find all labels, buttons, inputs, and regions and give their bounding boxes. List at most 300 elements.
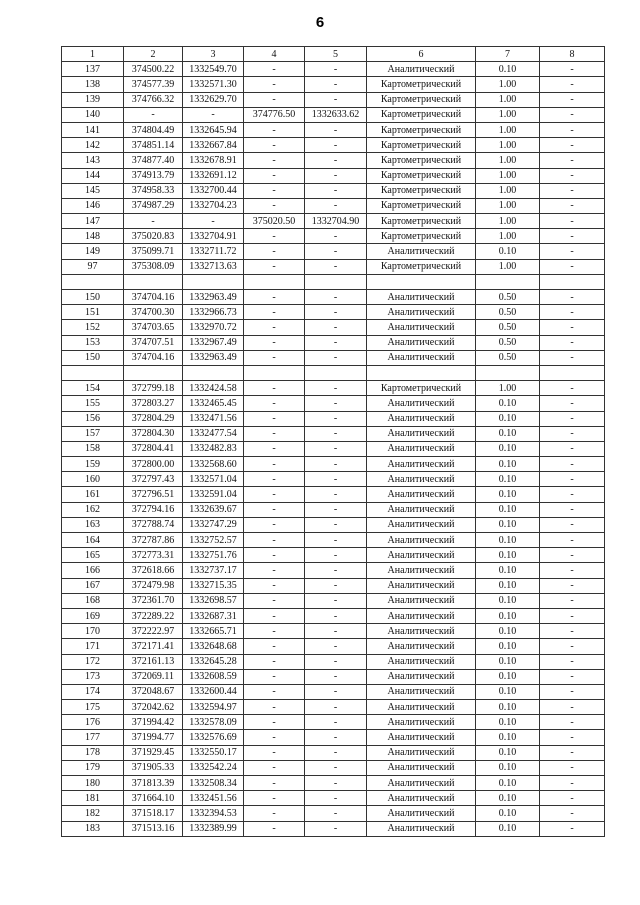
x-coordinate-cell: 374577.39 xyxy=(124,77,183,92)
point-number-cell: 97 xyxy=(62,259,124,274)
y-new-coordinate-cell: - xyxy=(305,715,367,730)
x-new-coordinate-cell: - xyxy=(244,821,305,836)
x-new-coordinate-cell: - xyxy=(244,487,305,502)
y-coordinate-cell: 1332629.70 xyxy=(183,92,244,107)
method-cell: Аналитический xyxy=(367,411,476,426)
y-coordinate-cell: 1332963.49 xyxy=(183,350,244,365)
accuracy-cell: 0.10 xyxy=(476,654,540,669)
point-number-cell: 163 xyxy=(62,517,124,532)
accuracy-cell: 0.10 xyxy=(476,700,540,715)
table-row xyxy=(62,578,605,593)
note-cell: - xyxy=(540,411,605,426)
y-new-coordinate-cell: - xyxy=(305,198,367,213)
empty-cell xyxy=(476,274,540,289)
y-new-coordinate-cell: - xyxy=(305,654,367,669)
x-coordinate-cell: 372069.11 xyxy=(124,669,183,684)
x-new-coordinate-cell: - xyxy=(244,533,305,548)
empty-cell xyxy=(124,365,183,380)
table-row xyxy=(62,517,605,532)
accuracy-cell: 1.00 xyxy=(476,138,540,153)
x-coordinate-cell: 371513.16 xyxy=(124,821,183,836)
note-cell: - xyxy=(540,320,605,335)
table-row xyxy=(62,441,605,456)
y-coordinate-cell: 1332477.54 xyxy=(183,426,244,441)
y-coordinate-cell: 1332963.49 xyxy=(183,290,244,305)
point-number-cell: 168 xyxy=(62,593,124,608)
x-coordinate-cell: 374987.29 xyxy=(124,198,183,213)
y-coordinate-cell: 1332747.29 xyxy=(183,517,244,532)
point-number-cell: 178 xyxy=(62,745,124,760)
table-row xyxy=(62,122,605,137)
x-coordinate-cell: 371994.42 xyxy=(124,715,183,730)
y-new-coordinate-cell: - xyxy=(305,183,367,198)
x-new-coordinate-cell: - xyxy=(244,411,305,426)
x-coordinate-cell: 374700.30 xyxy=(124,305,183,320)
y-coordinate-cell: 1332451.56 xyxy=(183,791,244,806)
y-new-coordinate-cell: - xyxy=(305,700,367,715)
note-cell: - xyxy=(540,593,605,608)
x-new-coordinate-cell: - xyxy=(244,457,305,472)
x-coordinate-cell: 372618.66 xyxy=(124,563,183,578)
x-new-coordinate-cell: - xyxy=(244,776,305,791)
point-number-cell: 148 xyxy=(62,229,124,244)
y-coordinate-cell: 1332578.09 xyxy=(183,715,244,730)
page-number: 6 xyxy=(315,14,325,31)
y-coordinate-cell: 1332389.99 xyxy=(183,821,244,836)
note-cell: - xyxy=(540,183,605,198)
y-coordinate-cell: 1332751.76 xyxy=(183,548,244,563)
y-new-coordinate-cell: - xyxy=(305,624,367,639)
method-cell: Аналитический xyxy=(367,669,476,684)
table-row xyxy=(62,472,605,487)
method-cell: Аналитический xyxy=(367,62,476,77)
y-coordinate-cell: 1332645.28 xyxy=(183,654,244,669)
x-coordinate-cell: 372804.41 xyxy=(124,441,183,456)
note-cell: - xyxy=(540,198,605,213)
table-row xyxy=(62,684,605,699)
note-cell: - xyxy=(540,533,605,548)
x-new-coordinate-cell: - xyxy=(244,62,305,77)
x-coordinate-cell: 372161.13 xyxy=(124,654,183,669)
empty-cell xyxy=(244,274,305,289)
table-row xyxy=(62,806,605,821)
accuracy-cell: 0.10 xyxy=(476,578,540,593)
method-cell: Аналитический xyxy=(367,791,476,806)
note-cell: - xyxy=(540,715,605,730)
x-new-coordinate-cell: - xyxy=(244,548,305,563)
x-new-coordinate-cell: 374776.50 xyxy=(244,107,305,122)
table-row xyxy=(62,350,605,365)
y-new-coordinate-cell: - xyxy=(305,806,367,821)
note-cell: - xyxy=(540,639,605,654)
x-new-coordinate-cell: - xyxy=(244,92,305,107)
y-new-coordinate-cell: - xyxy=(305,138,367,153)
method-cell: Аналитический xyxy=(367,533,476,548)
x-coordinate-cell: 372794.16 xyxy=(124,502,183,517)
method-cell: Аналитический xyxy=(367,457,476,472)
method-cell: Аналитический xyxy=(367,244,476,259)
x-new-coordinate-cell: - xyxy=(244,578,305,593)
x-coordinate-cell: 374707.51 xyxy=(124,335,183,350)
accuracy-cell: 0.50 xyxy=(476,350,540,365)
x-new-coordinate-cell: - xyxy=(244,791,305,806)
point-number-cell: 147 xyxy=(62,214,124,229)
x-coordinate-cell: 375099.71 xyxy=(124,244,183,259)
x-coordinate-cell: 371664.10 xyxy=(124,791,183,806)
y-coordinate-cell: 1332482.83 xyxy=(183,441,244,456)
y-new-coordinate-cell: - xyxy=(305,487,367,502)
y-new-coordinate-cell: - xyxy=(305,411,367,426)
empty-cell xyxy=(62,274,124,289)
accuracy-cell: 1.00 xyxy=(476,214,540,229)
point-number-cell: 165 xyxy=(62,548,124,563)
note-cell: - xyxy=(540,563,605,578)
note-cell: - xyxy=(540,107,605,122)
table-row xyxy=(62,776,605,791)
method-cell: Картометрический xyxy=(367,168,476,183)
accuracy-cell: 1.00 xyxy=(476,107,540,122)
method-cell: Аналитический xyxy=(367,730,476,745)
y-new-coordinate-cell: - xyxy=(305,684,367,699)
point-number-cell: 179 xyxy=(62,760,124,775)
y-coordinate-cell: 1332665.71 xyxy=(183,624,244,639)
note-cell: - xyxy=(540,472,605,487)
note-cell: - xyxy=(540,517,605,532)
point-number-cell: 150 xyxy=(62,350,124,365)
x-coordinate-cell: 374804.49 xyxy=(124,122,183,137)
note-cell: - xyxy=(540,776,605,791)
accuracy-cell: 0.10 xyxy=(476,472,540,487)
point-number-cell: 176 xyxy=(62,715,124,730)
x-coordinate-cell: 372222.97 xyxy=(124,624,183,639)
y-coordinate-cell: 1332576.69 xyxy=(183,730,244,745)
y-new-coordinate-cell: - xyxy=(305,244,367,259)
x-new-coordinate-cell: - xyxy=(244,745,305,760)
note-cell: - xyxy=(540,700,605,715)
method-cell: Аналитический xyxy=(367,548,476,563)
accuracy-cell: 0.50 xyxy=(476,320,540,335)
accuracy-cell: 1.00 xyxy=(476,77,540,92)
note-cell: - xyxy=(540,153,605,168)
method-cell: Картометрический xyxy=(367,92,476,107)
table-row xyxy=(62,259,605,274)
note-cell: - xyxy=(540,608,605,623)
table-row xyxy=(62,214,605,229)
method-cell: Аналитический xyxy=(367,608,476,623)
y-coordinate-cell: 1332508.34 xyxy=(183,776,244,791)
note-cell: - xyxy=(540,730,605,745)
accuracy-cell: 0.10 xyxy=(476,776,540,791)
y-new-coordinate-cell: - xyxy=(305,335,367,350)
y-new-coordinate-cell: - xyxy=(305,320,367,335)
accuracy-cell: 0.10 xyxy=(476,821,540,836)
y-new-coordinate-cell: - xyxy=(305,92,367,107)
accuracy-cell: 1.00 xyxy=(476,381,540,396)
point-number-cell: 142 xyxy=(62,138,124,153)
point-number-cell: 180 xyxy=(62,776,124,791)
note-cell: - xyxy=(540,381,605,396)
empty-cell xyxy=(124,274,183,289)
method-cell: Аналитический xyxy=(367,806,476,821)
point-number-cell: 140 xyxy=(62,107,124,122)
x-new-coordinate-cell: - xyxy=(244,760,305,775)
accuracy-cell: 0.10 xyxy=(476,730,540,745)
table-row xyxy=(62,62,605,77)
accuracy-cell: 0.10 xyxy=(476,563,540,578)
y-new-coordinate-cell: - xyxy=(305,381,367,396)
table-row xyxy=(62,730,605,745)
point-number-cell: 143 xyxy=(62,153,124,168)
method-cell: Картометрический xyxy=(367,229,476,244)
method-cell: Аналитический xyxy=(367,472,476,487)
y-coordinate-cell: 1332549.70 xyxy=(183,62,244,77)
x-new-coordinate-cell: - xyxy=(244,198,305,213)
y-coordinate-cell: 1332645.94 xyxy=(183,122,244,137)
note-cell: - xyxy=(540,290,605,305)
table-row xyxy=(62,229,605,244)
y-new-coordinate-cell: - xyxy=(305,153,367,168)
accuracy-cell: 1.00 xyxy=(476,153,540,168)
note-cell: - xyxy=(540,654,605,669)
accuracy-cell: 0.50 xyxy=(476,335,540,350)
x-new-coordinate-cell: - xyxy=(244,77,305,92)
table-row xyxy=(62,290,605,305)
point-number-cell: 167 xyxy=(62,578,124,593)
table-row xyxy=(62,457,605,472)
x-new-coordinate-cell: - xyxy=(244,138,305,153)
note-cell: - xyxy=(540,92,605,107)
y-coordinate-cell: 1332687.31 xyxy=(183,608,244,623)
point-number-cell: 175 xyxy=(62,700,124,715)
header-row xyxy=(62,47,605,62)
table-row xyxy=(62,335,605,350)
method-cell: Аналитический xyxy=(367,684,476,699)
point-number-cell: 157 xyxy=(62,426,124,441)
y-coordinate-cell: 1332568.60 xyxy=(183,457,244,472)
accuracy-cell: 1.00 xyxy=(476,168,540,183)
y-coordinate-cell: 1332571.04 xyxy=(183,472,244,487)
table-row xyxy=(62,244,605,259)
point-number-cell: 146 xyxy=(62,198,124,213)
accuracy-cell: 0.10 xyxy=(476,684,540,699)
method-cell: Аналитический xyxy=(367,350,476,365)
y-new-coordinate-cell: 1332704.90 xyxy=(305,214,367,229)
y-new-coordinate-cell: - xyxy=(305,745,367,760)
accuracy-cell: 0.10 xyxy=(476,639,540,654)
x-new-coordinate-cell: - xyxy=(244,229,305,244)
y-new-coordinate-cell: - xyxy=(305,350,367,365)
x-new-coordinate-cell: - xyxy=(244,122,305,137)
note-cell: - xyxy=(540,791,605,806)
empty-cell xyxy=(305,274,367,289)
y-new-coordinate-cell: - xyxy=(305,548,367,563)
method-cell: Картометрический xyxy=(367,183,476,198)
x-new-coordinate-cell: - xyxy=(244,290,305,305)
table-row xyxy=(62,593,605,608)
point-number-cell: 150 xyxy=(62,290,124,305)
note-cell: - xyxy=(540,122,605,137)
x-coordinate-cell: 372042.62 xyxy=(124,700,183,715)
note-cell: - xyxy=(540,684,605,699)
note-cell: - xyxy=(540,487,605,502)
y-coordinate-cell: 1332648.68 xyxy=(183,639,244,654)
x-new-coordinate-cell: - xyxy=(244,305,305,320)
point-number-cell: 159 xyxy=(62,457,124,472)
table-row xyxy=(62,502,605,517)
method-cell: Аналитический xyxy=(367,320,476,335)
method-cell: Аналитический xyxy=(367,760,476,775)
point-number-cell: 137 xyxy=(62,62,124,77)
empty-cell xyxy=(62,365,124,380)
note-cell: - xyxy=(540,168,605,183)
method-cell: Аналитический xyxy=(367,821,476,836)
x-new-coordinate-cell: - xyxy=(244,153,305,168)
y-coordinate-cell: 1332608.59 xyxy=(183,669,244,684)
point-number-cell: 181 xyxy=(62,791,124,806)
point-number-cell: 173 xyxy=(62,669,124,684)
point-number-cell: 166 xyxy=(62,563,124,578)
accuracy-cell: 1.00 xyxy=(476,92,540,107)
column-header: 7 xyxy=(476,47,540,62)
x-coordinate-cell: 371905.33 xyxy=(124,760,183,775)
point-number-cell: 164 xyxy=(62,533,124,548)
accuracy-cell: 0.10 xyxy=(476,760,540,775)
table-row xyxy=(62,563,605,578)
point-number-cell: 158 xyxy=(62,441,124,456)
point-number-cell: 151 xyxy=(62,305,124,320)
point-number-cell: 172 xyxy=(62,654,124,669)
note-cell: - xyxy=(540,760,605,775)
y-coordinate-cell: 1332600.44 xyxy=(183,684,244,699)
empty-cell xyxy=(183,365,244,380)
method-cell: Картометрический xyxy=(367,122,476,137)
point-number-cell: 171 xyxy=(62,639,124,654)
y-coordinate-cell: 1332542.24 xyxy=(183,760,244,775)
note-cell: - xyxy=(540,578,605,593)
table-row xyxy=(62,533,605,548)
y-coordinate-cell: 1332711.72 xyxy=(183,244,244,259)
y-new-coordinate-cell: - xyxy=(305,760,367,775)
note-cell: - xyxy=(540,305,605,320)
x-new-coordinate-cell: - xyxy=(244,517,305,532)
y-new-coordinate-cell: - xyxy=(305,517,367,532)
x-coordinate-cell: 372796.51 xyxy=(124,487,183,502)
column-header: 6 xyxy=(367,47,476,62)
note-cell: - xyxy=(540,548,605,563)
y-new-coordinate-cell: - xyxy=(305,791,367,806)
note-cell: - xyxy=(540,426,605,441)
method-cell: Картометрический xyxy=(367,259,476,274)
empty-cell xyxy=(367,274,476,289)
y-new-coordinate-cell: - xyxy=(305,168,367,183)
method-cell: Аналитический xyxy=(367,654,476,669)
x-coordinate-cell: 374958.33 xyxy=(124,183,183,198)
method-cell: Картометрический xyxy=(367,153,476,168)
table-row xyxy=(62,654,605,669)
x-new-coordinate-cell: - xyxy=(244,684,305,699)
y-new-coordinate-cell: - xyxy=(305,593,367,608)
x-new-coordinate-cell: - xyxy=(244,715,305,730)
note-cell: - xyxy=(540,806,605,821)
method-cell: Аналитический xyxy=(367,396,476,411)
table-row xyxy=(62,608,605,623)
y-new-coordinate-cell: - xyxy=(305,730,367,745)
accuracy-cell: 0.10 xyxy=(476,441,540,456)
y-new-coordinate-cell: - xyxy=(305,563,367,578)
point-number-cell: 161 xyxy=(62,487,124,502)
table-row xyxy=(62,700,605,715)
method-cell: Аналитический xyxy=(367,700,476,715)
point-number-cell: 155 xyxy=(62,396,124,411)
method-cell: Аналитический xyxy=(367,502,476,517)
table-row xyxy=(62,198,605,213)
note-cell: - xyxy=(540,229,605,244)
x-new-coordinate-cell: - xyxy=(244,381,305,396)
y-new-coordinate-cell: - xyxy=(305,776,367,791)
y-new-coordinate-cell: - xyxy=(305,608,367,623)
y-coordinate-cell: - xyxy=(183,107,244,122)
y-new-coordinate-cell: - xyxy=(305,426,367,441)
accuracy-cell: 0.50 xyxy=(476,290,540,305)
accuracy-cell: 0.10 xyxy=(476,533,540,548)
x-coordinate-cell: 372800.00 xyxy=(124,457,183,472)
method-cell: Аналитический xyxy=(367,441,476,456)
note-cell: - xyxy=(540,624,605,639)
y-coordinate-cell: 1332700.44 xyxy=(183,183,244,198)
table-row xyxy=(62,669,605,684)
y-coordinate-cell: 1332698.57 xyxy=(183,593,244,608)
x-coordinate-cell: 371929.45 xyxy=(124,745,183,760)
y-coordinate-cell: 1332737.17 xyxy=(183,563,244,578)
column-header: 4 xyxy=(244,47,305,62)
x-new-coordinate-cell: - xyxy=(244,441,305,456)
y-coordinate-cell: 1332966.73 xyxy=(183,305,244,320)
method-cell: Картометрический xyxy=(367,381,476,396)
accuracy-cell: 0.10 xyxy=(476,457,540,472)
x-coordinate-cell: 372479.98 xyxy=(124,578,183,593)
y-coordinate-cell: 1332465.45 xyxy=(183,396,244,411)
table-row xyxy=(62,92,605,107)
accuracy-cell: 0.10 xyxy=(476,62,540,77)
x-new-coordinate-cell: - xyxy=(244,335,305,350)
point-number-cell: 144 xyxy=(62,168,124,183)
x-coordinate-cell: 372804.29 xyxy=(124,411,183,426)
y-new-coordinate-cell: - xyxy=(305,821,367,836)
point-number-cell: 183 xyxy=(62,821,124,836)
method-cell: Аналитический xyxy=(367,487,476,502)
note-cell: - xyxy=(540,821,605,836)
x-new-coordinate-cell: - xyxy=(244,593,305,608)
x-new-coordinate-cell: - xyxy=(244,654,305,669)
y-new-coordinate-cell: - xyxy=(305,259,367,274)
point-number-cell: 145 xyxy=(62,183,124,198)
x-coordinate-cell: - xyxy=(124,107,183,122)
accuracy-cell: 0.10 xyxy=(476,244,540,259)
method-cell: Аналитический xyxy=(367,745,476,760)
accuracy-cell: 1.00 xyxy=(476,229,540,244)
method-cell: Аналитический xyxy=(367,290,476,305)
note-cell: - xyxy=(540,396,605,411)
table-row xyxy=(62,639,605,654)
accuracy-cell: 0.10 xyxy=(476,548,540,563)
accuracy-cell: 0.10 xyxy=(476,715,540,730)
method-cell: Аналитический xyxy=(367,426,476,441)
y-new-coordinate-cell: - xyxy=(305,502,367,517)
x-new-coordinate-cell: - xyxy=(244,244,305,259)
x-new-coordinate-cell: - xyxy=(244,639,305,654)
point-number-cell: 182 xyxy=(62,806,124,821)
x-new-coordinate-cell: - xyxy=(244,608,305,623)
